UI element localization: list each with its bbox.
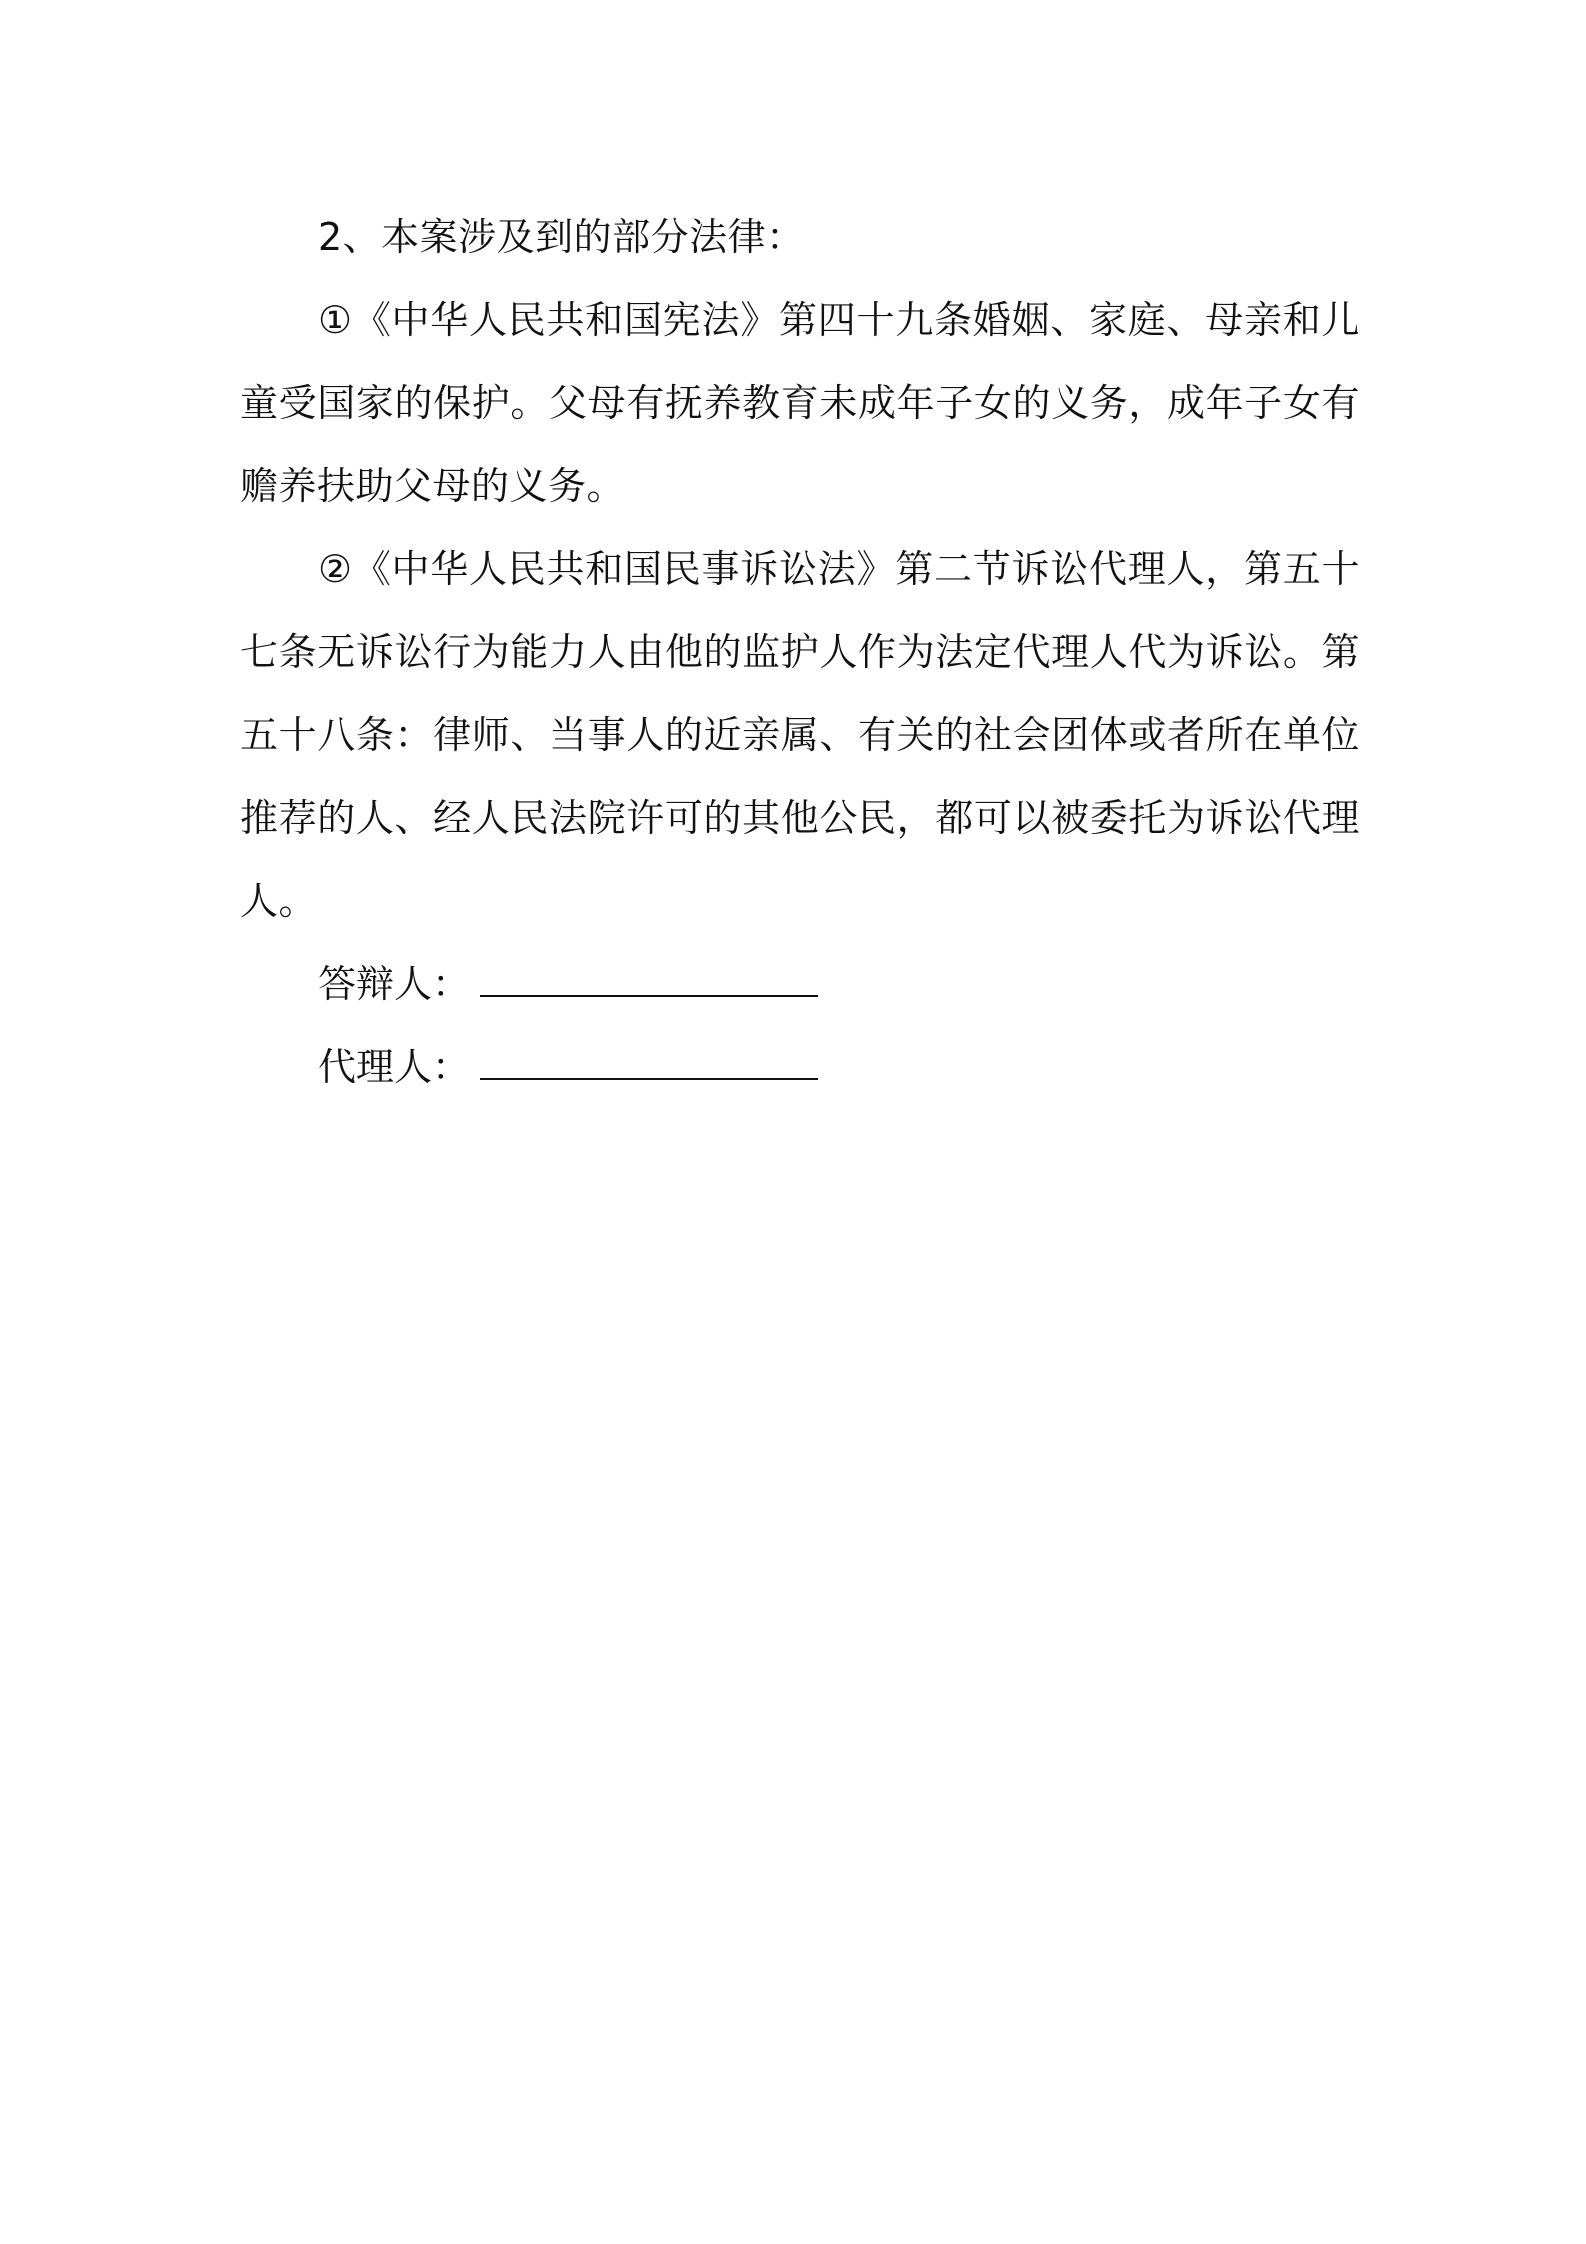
agent-label: 代理人： (318, 1045, 471, 1089)
respondent-signature-line (240, 943, 1360, 1026)
agent-signature-blank (480, 1068, 818, 1080)
document-body (240, 196, 1360, 1109)
respondent-label: 答辩人： (318, 962, 471, 1006)
section-heading: 2、本案涉及到的部分法律： (318, 215, 805, 259)
agent-signature-line (240, 1026, 1360, 1109)
respondent-signature-blank (480, 985, 818, 997)
law-paragraph-civil-procedure: ②《中华人民共和国民事诉讼法》第二节诉讼代理人，第五十七条无诉讼行为能力人由他的监护人作为法定代理人代为诉讼。第五十八条：律师、当事人的近亲属、有关的社会团体或者所在单位推荐的人、经人民法院许可的其他公民，都可以被委托为诉讼代理人。 (240, 547, 1360, 923)
law-paragraph-constitution: ①《中华人民共和国宪法》第四十九条婚姻、家庭、母亲和儿童受国家的保护。父母有抚养教育未成年子女的义务，成年子女有赡养扶助父母的义务。 (240, 298, 1360, 508)
